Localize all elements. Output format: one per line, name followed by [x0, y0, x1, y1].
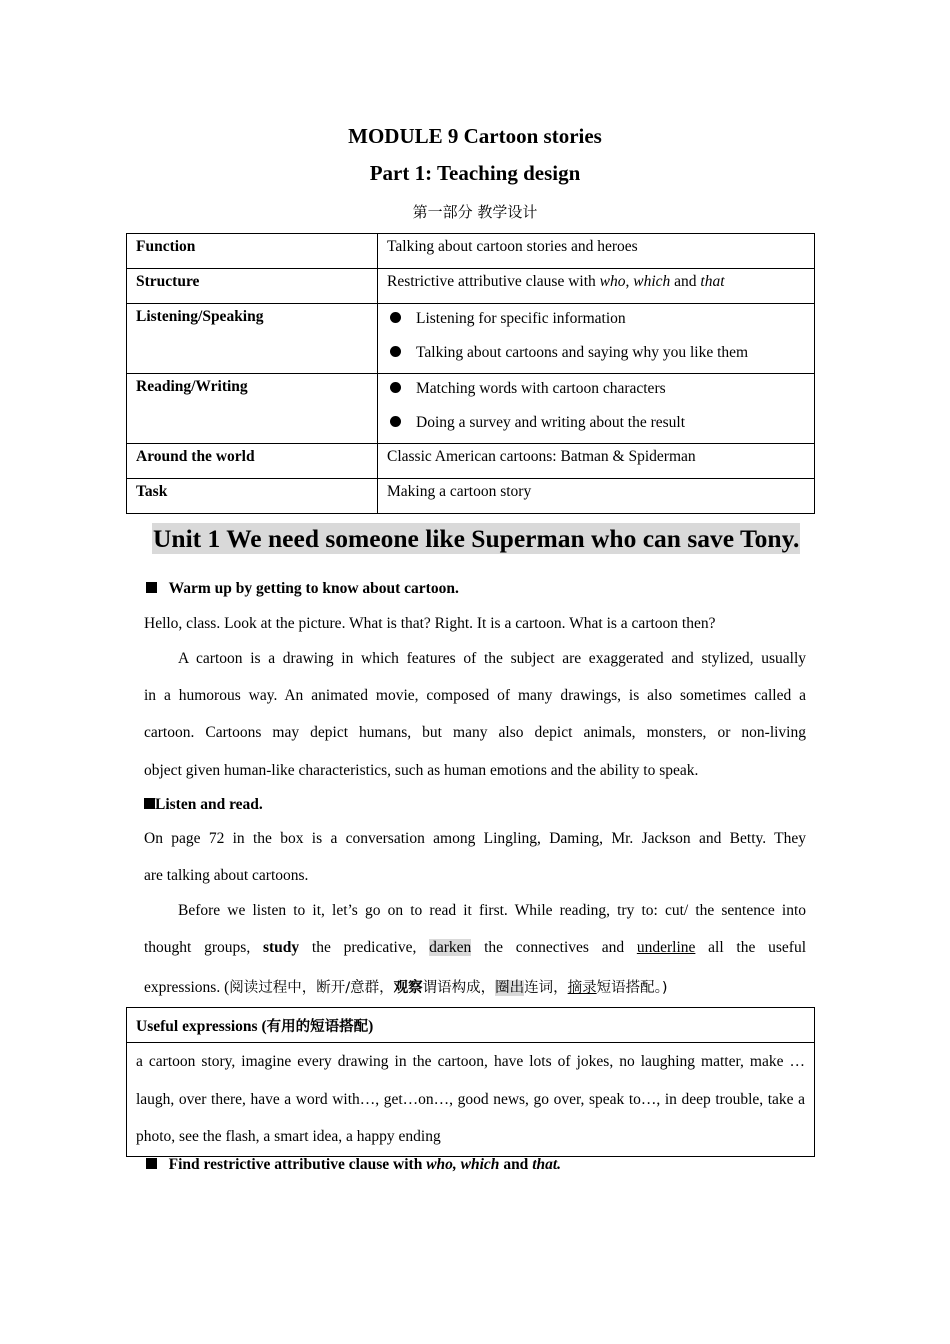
cartoon-paragraph-line: cartoon. Cartoons may depict humans, but many also depict animals, monsters, or non-living: [144, 724, 806, 741]
reading-value: [378, 374, 815, 444]
heading-cn: 有用的短语搭配: [266, 1018, 369, 1035]
instruction-line: Before we listen to it, let’s go on to read it first. While reading, try to: cut/ the sentence into: [178, 902, 806, 919]
text-span: the predicative,: [299, 939, 430, 956]
keyword-which: which: [633, 273, 671, 290]
bullet-icon: [390, 382, 401, 393]
instruction-line: [144, 939, 806, 957]
keyword-who-which: who, which: [426, 1156, 500, 1173]
listen-heading: [144, 796, 806, 814]
list-item-text: Talking about cartoons and saying why you like them: [416, 344, 749, 361]
unit-title: Unit 1 We need someone like Superman who can save Tony.: [153, 524, 800, 553]
cartoon-paragraph-line: A cartoon is a drawing in which features of the subject are exaggerated and stylized, usually: [178, 650, 806, 667]
cartoon-paragraph-line: object given human-like characteristics, such as human emotions and the ability to speak.: [144, 762, 699, 779]
part-title: Part 1: Teaching design: [369, 161, 581, 185]
listen-paragraph-line: are talking about cartoons.: [144, 867, 309, 884]
row-label-function: Function: [127, 234, 378, 269]
row-label-structure: Structure: [127, 269, 378, 304]
warmup-intro: Hello, class. Look at the picture. What is that? Right. It is a cartoon. What is a cartoon then?: [144, 615, 716, 632]
useful-expressions-heading: [127, 1008, 815, 1043]
bullet-icon: [390, 346, 401, 357]
list-item: [387, 372, 805, 406]
text-span: 谓语构成，: [422, 980, 496, 996]
square-bullet-icon: [144, 798, 155, 809]
observe-word: 观察: [393, 980, 423, 996]
list-item: [387, 406, 805, 440]
find-mid: and: [499, 1156, 533, 1173]
heading-end: ): [368, 1017, 374, 1035]
text-span: the connectives and: [471, 939, 637, 956]
excerpt-word: 摘录: [567, 980, 597, 996]
text-span: 连词，: [524, 980, 568, 996]
list-item: [387, 336, 805, 370]
useful-expressions-list: a cartoon story, imagine every drawing in the cartoon, have lots of jokes, no laughing matter, make …laugh, over there, have a word with…, get…on…, good news, go over, speak to…, in deep trouble, take a photo, see the flash, a smart idea, a happy ending: [127, 1043, 815, 1157]
instruction-line-chinese: [144, 976, 806, 997]
table-row: [127, 479, 815, 514]
warmup-heading: [146, 580, 808, 598]
structure-value: [378, 269, 815, 304]
keyword-that: that.: [532, 1156, 562, 1173]
cartoon-paragraph-line: in a humorous way. An animated movie, composed of many drawings, is also sometimes called a: [144, 687, 806, 704]
bullet-icon: [390, 312, 401, 323]
around-value: Classic American cartoons: Batman & Spiderman: [378, 444, 815, 479]
list-item-text: Doing a survey and writing about the result: [416, 414, 686, 431]
study-word: study: [262, 939, 300, 956]
square-bullet-icon: [146, 1158, 157, 1169]
table-row: [127, 1043, 815, 1157]
row-label-listening: Listening/Speaking: [127, 304, 378, 374]
bullet-icon: [390, 416, 401, 427]
row-label-around: Around the world: [127, 444, 378, 479]
text-span: expressions. (: [144, 979, 230, 996]
warmup-heading-text: Warm up by getting to know about cartoon.: [168, 580, 459, 597]
keyword-that: that: [700, 273, 725, 290]
part-title-chinese: 第一部分 教学设计: [412, 203, 538, 221]
structure-prefix: Restrictive attributive clause with: [387, 273, 600, 290]
function-value: Talking about cartoon stories and heroes: [378, 234, 815, 269]
keyword-who: who: [599, 273, 626, 290]
useful-expressions-table: [126, 1007, 815, 1157]
listening-value: [378, 304, 815, 374]
list-item: [387, 302, 805, 336]
teaching-design-table: [126, 233, 815, 514]
listen-paragraph-line: On page 72 in the box is a conversation among Lingling, Daming, Mr. Jackson and Betty. They: [144, 830, 806, 847]
table-row: [127, 269, 815, 304]
list-item-text: Listening for specific information: [416, 310, 626, 327]
table-row: [127, 374, 815, 444]
row-label-reading: Reading/Writing: [127, 374, 378, 444]
listen-heading-text: Listen and read.: [155, 796, 263, 813]
table-row: [127, 304, 815, 374]
separator: ,: [625, 273, 634, 290]
find-heading: [146, 1156, 808, 1174]
darken-word: darken: [429, 939, 472, 956]
task-value: Making a cartoon story: [378, 479, 815, 514]
table-row: [127, 444, 815, 479]
text-span: thought groups,: [144, 939, 263, 956]
list-item-text: Matching words with cartoon characters: [416, 380, 666, 397]
table-row: [127, 1008, 815, 1043]
row-label-task: Task: [127, 479, 378, 514]
underline-word: underline: [636, 939, 696, 956]
table-row: [127, 234, 815, 269]
heading-en: Useful expressions (: [136, 1017, 267, 1035]
find-prefix: Find restrictive attributive clause with: [168, 1156, 427, 1173]
text-span: 短语搭配。): [596, 980, 668, 996]
square-bullet-icon: [146, 582, 157, 593]
text-span: 阅读过程中，断开/意群，: [229, 980, 394, 996]
text-span: all the useful: [695, 939, 806, 956]
separator: and: [670, 273, 701, 290]
module-title: MODULE 9 Cartoon stories: [348, 124, 602, 148]
circle-word: 圈出: [495, 980, 525, 996]
